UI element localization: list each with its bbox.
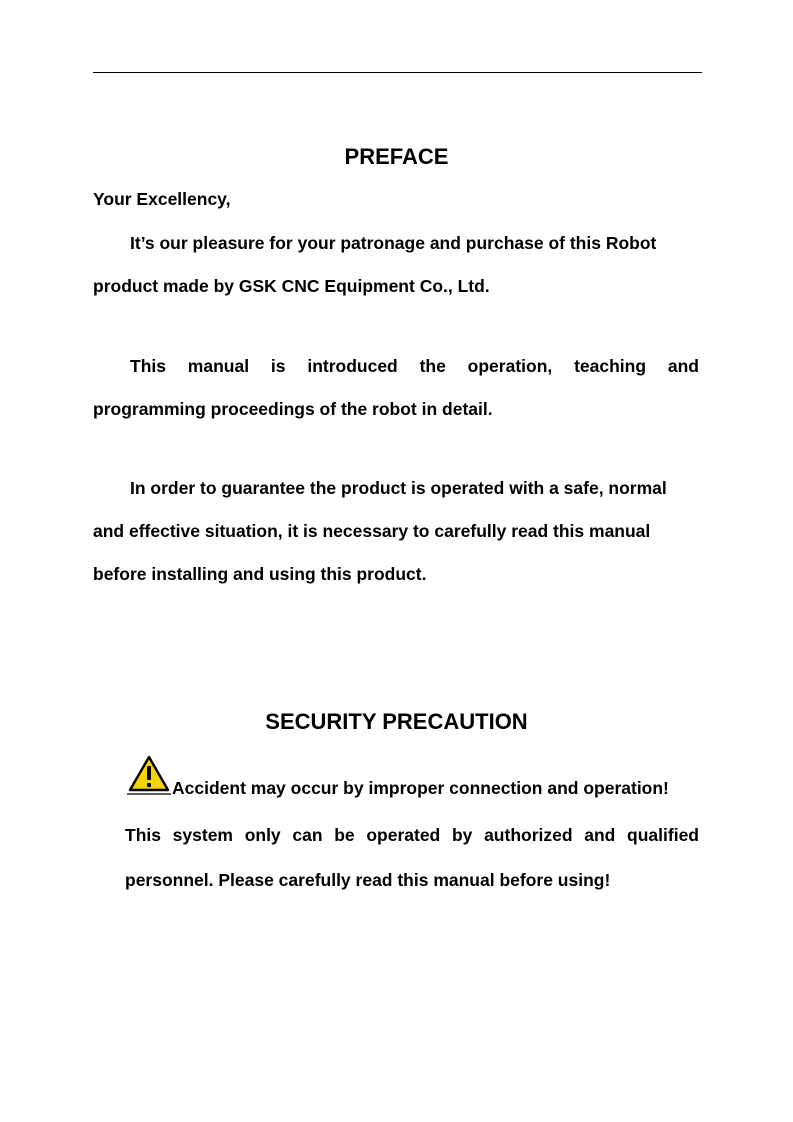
para2-line2: programming proceedings of the robot in detail. bbox=[93, 399, 493, 419]
para2-line1: This manual is introduced the operation, teaching and bbox=[130, 356, 699, 376]
warning-triangle-icon bbox=[127, 754, 171, 796]
warning-body-line1: This system only can be operated by authorized and qualified bbox=[125, 825, 699, 845]
warning-lead: Accident may occur by improper connection and operation! bbox=[172, 778, 669, 798]
para3-line1: In order to guarantee the product is operated with a safe, normal bbox=[130, 478, 667, 498]
preface-title: PREFACE bbox=[344, 144, 449, 169]
greeting: Your Excellency, bbox=[93, 189, 231, 209]
header-rule bbox=[93, 72, 702, 73]
para3-line2: and effective situation, it is necessary to carefully read this manual bbox=[93, 521, 651, 541]
warning-body-line2: personnel. Please carefully read this manual before using! bbox=[125, 870, 611, 890]
para1-line1: It’s our pleasure for your patronage and purchase of this Robot bbox=[130, 233, 657, 253]
security-title: SECURITY PRECAUTION bbox=[265, 709, 528, 734]
para3-line3: before installing and using this product. bbox=[93, 564, 427, 584]
para1-line2: product made by GSK CNC Equipment Co., Ltd. bbox=[93, 276, 490, 296]
